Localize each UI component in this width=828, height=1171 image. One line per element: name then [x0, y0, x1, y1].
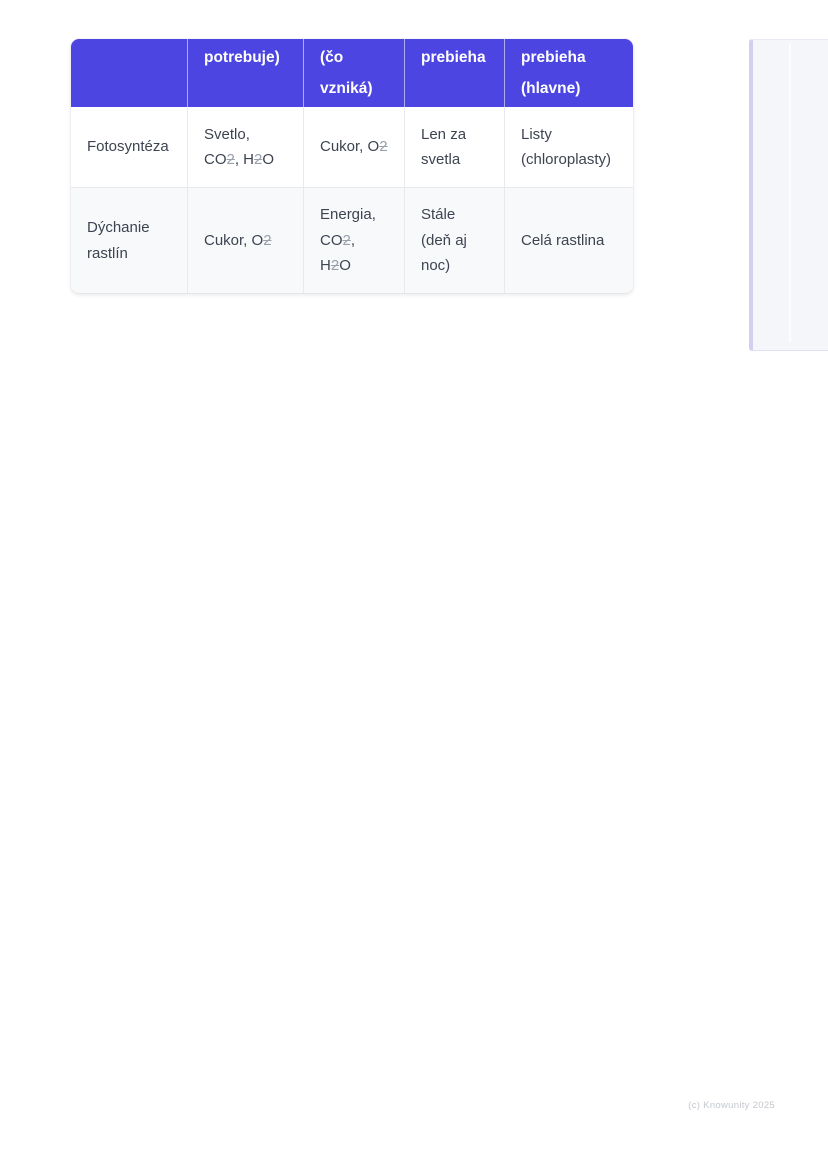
table-row-1: [71, 188, 633, 293]
table-cell-1-1: Cukor, O2: [188, 188, 304, 293]
comparison-table: [71, 39, 633, 293]
copyright-text: (c) Knowunity 2025: [688, 1100, 775, 1111]
table-row-0: [71, 107, 633, 188]
side-callout-panel: [749, 39, 828, 351]
table-cell-0-2: Cukor, O2: [304, 107, 405, 188]
strikethrough-subscript: 2: [379, 138, 388, 156]
table-cell-0-3: Len za svetla: [405, 107, 505, 188]
table-header: [71, 39, 633, 107]
strikethrough-subscript: 2: [330, 257, 340, 275]
table-header-row: [71, 39, 633, 107]
header-cell-2: (čo vzniká): [304, 39, 405, 107]
table-body: [71, 107, 633, 293]
header-cell-3: prebieha: [405, 39, 505, 107]
table-cell-1-3: Stále (deň aj noc): [405, 188, 505, 293]
header-cell-0: [71, 39, 188, 107]
photosynthesis-respiration-table: [71, 39, 633, 293]
strikethrough-subscript: 2: [226, 151, 235, 168]
table-cell-0-1: Svetlo, CO2, H2O: [188, 107, 304, 188]
strikethrough-subscript: 2: [263, 231, 272, 249]
header-cell-1: potrebuje): [188, 39, 304, 107]
strikethrough-subscript: 2: [254, 151, 263, 168]
strikethrough-subscript: 2: [342, 231, 351, 249]
table-cell-1-4: Celá rastlina: [505, 188, 633, 293]
table-cell-1-2: Energia, CO2, H2O: [304, 188, 405, 293]
table-cell-0-4: Listy (chloroplasty): [505, 107, 633, 188]
table-cell-0-0: Fotosyntéza: [71, 107, 188, 188]
table-cell-1-0: Dýchanie rastlín: [71, 188, 188, 293]
header-cell-4: prebieha (hlavne): [505, 39, 633, 107]
